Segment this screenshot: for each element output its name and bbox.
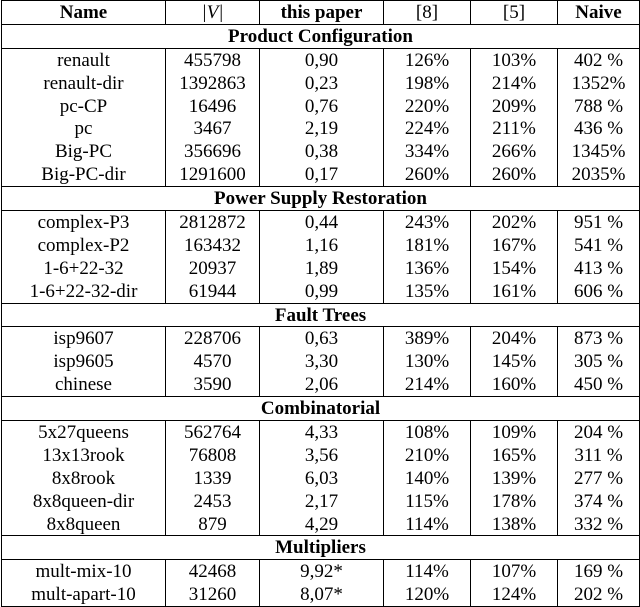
cell-naive: 1345% <box>558 140 640 163</box>
section-header-row <box>2 397 640 421</box>
table-row <box>2 211 640 234</box>
cell-ref-8: 224% <box>384 117 471 140</box>
cell-naive: 169 % <box>558 560 640 583</box>
table-row <box>2 234 640 257</box>
cell-this-paper: 0,38 <box>260 140 384 163</box>
cell-ref-5: 107% <box>471 560 558 583</box>
table-row <box>2 327 640 350</box>
cell-v: 31260 <box>166 583 260 606</box>
header-ref-5: [5] <box>471 1 558 25</box>
cell-ref-5: 260% <box>471 163 558 186</box>
cell-name: 5x27queens <box>2 421 166 444</box>
table-row <box>2 467 640 490</box>
table-row <box>2 560 640 583</box>
cell-this-paper: 0,63 <box>260 327 384 350</box>
cell-name: renault <box>2 48 166 71</box>
cell-v: 163432 <box>166 234 260 257</box>
cell-naive: 374 % <box>558 490 640 513</box>
section-title: Multipliers <box>2 536 640 560</box>
cell-name: pc-CP <box>2 95 166 118</box>
cell-ref-8: 115% <box>384 490 471 513</box>
cell-v: 3590 <box>166 373 260 396</box>
table-row <box>2 350 640 373</box>
cell-ref-5: 139% <box>471 467 558 490</box>
cell-naive: 450 % <box>558 373 640 396</box>
table-row <box>2 513 640 536</box>
cell-name: 1-6+22-32 <box>2 257 166 280</box>
table-row <box>2 72 640 95</box>
cell-ref-8: 210% <box>384 444 471 467</box>
cell-v: 455798 <box>166 48 260 71</box>
cell-ref-8: 334% <box>384 140 471 163</box>
cell-naive: 332 % <box>558 513 640 536</box>
cell-this-paper: 2,17 <box>260 490 384 513</box>
cell-ref-5: 138% <box>471 513 558 536</box>
cell-ref-8: 389% <box>384 327 471 350</box>
cell-naive: 436 % <box>558 117 640 140</box>
section-header-row <box>2 303 640 327</box>
table-row <box>2 163 640 186</box>
cell-ref-5: 103% <box>471 48 558 71</box>
table-row <box>2 373 640 396</box>
cell-naive: 541 % <box>558 234 640 257</box>
cell-this-paper: 3,56 <box>260 444 384 467</box>
cell-ref-5: 160% <box>471 373 558 396</box>
cell-ref-8: 220% <box>384 95 471 118</box>
cell-name: 1-6+22-32-dir <box>2 280 166 303</box>
cell-this-paper: 4,29 <box>260 513 384 536</box>
cell-v: 562764 <box>166 421 260 444</box>
cell-ref-8: 136% <box>384 257 471 280</box>
cell-ref-8: 120% <box>384 583 471 606</box>
table-row <box>2 490 640 513</box>
cell-naive: 951 % <box>558 211 640 234</box>
cell-v: 1339 <box>166 467 260 490</box>
section-title: Product Configuration <box>2 24 640 48</box>
cell-name: 13x13rook <box>2 444 166 467</box>
section-title: Fault Trees <box>2 303 640 327</box>
cell-ref-5: 165% <box>471 444 558 467</box>
cell-v: 356696 <box>166 140 260 163</box>
cell-ref-8: 114% <box>384 513 471 536</box>
cell-ref-5: 154% <box>471 257 558 280</box>
cell-ref-5: 109% <box>471 421 558 444</box>
cell-v: 61944 <box>166 280 260 303</box>
section-title: Combinatorial <box>2 397 640 421</box>
cell-naive: 277 % <box>558 467 640 490</box>
cell-ref-8: 108% <box>384 421 471 444</box>
cell-ref-8: 198% <box>384 72 471 95</box>
cell-this-paper: 0,99 <box>260 280 384 303</box>
table-row <box>2 280 640 303</box>
cell-ref-8: 130% <box>384 350 471 373</box>
cell-name: mult-mix-10 <box>2 560 166 583</box>
table-row <box>2 140 640 163</box>
cell-v: 42468 <box>166 560 260 583</box>
cell-this-paper: 0,90 <box>260 48 384 71</box>
cell-ref-5: 202% <box>471 211 558 234</box>
cell-this-paper: 3,30 <box>260 350 384 373</box>
cell-name: chinese <box>2 373 166 396</box>
table-row <box>2 117 640 140</box>
cell-name: Big-PC-dir <box>2 163 166 186</box>
table-row <box>2 257 640 280</box>
table-row <box>2 583 640 606</box>
cell-v: 879 <box>166 513 260 536</box>
cell-this-paper: 8,07* <box>260 583 384 606</box>
cell-name: pc <box>2 117 166 140</box>
cell-name: 8x8rook <box>2 467 166 490</box>
cell-this-paper: 0,44 <box>260 211 384 234</box>
cell-v: 228706 <box>166 327 260 350</box>
cell-this-paper: 9,92* <box>260 560 384 583</box>
table-row <box>2 421 640 444</box>
cell-ref-5: 145% <box>471 350 558 373</box>
cell-ref-8: 214% <box>384 373 471 396</box>
cell-naive: 788 % <box>558 95 640 118</box>
cell-name: mult-apart-10 <box>2 583 166 606</box>
cell-this-paper: 1,89 <box>260 257 384 280</box>
cell-v: 76808 <box>166 444 260 467</box>
cell-name: 8x8queen <box>2 513 166 536</box>
section-title: Power Supply Restoration <box>2 187 640 211</box>
cell-ref-5: 266% <box>471 140 558 163</box>
cell-name: isp9607 <box>2 327 166 350</box>
cell-name: complex-P3 <box>2 211 166 234</box>
cell-ref-8: 135% <box>384 280 471 303</box>
cell-this-paper: 1,16 <box>260 234 384 257</box>
cell-ref-8: 243% <box>384 211 471 234</box>
results-table <box>1 0 640 607</box>
cell-ref-5: 178% <box>471 490 558 513</box>
cell-ref-8: 126% <box>384 48 471 71</box>
cell-this-paper: 0,23 <box>260 72 384 95</box>
cell-ref-5: 209% <box>471 95 558 118</box>
cell-ref-8: 114% <box>384 560 471 583</box>
cell-naive: 402 % <box>558 48 640 71</box>
cell-ref-5: 124% <box>471 583 558 606</box>
header-this-paper: this paper <box>260 1 384 25</box>
table-row <box>2 48 640 71</box>
cell-v: 20937 <box>166 257 260 280</box>
cell-this-paper: 6,03 <box>260 467 384 490</box>
cell-ref-8: 140% <box>384 467 471 490</box>
cell-this-paper: 2,06 <box>260 373 384 396</box>
cell-name: 8x8queen-dir <box>2 490 166 513</box>
cell-this-paper: 0,17 <box>260 163 384 186</box>
header-ref-8: [8] <box>384 1 471 25</box>
section-header-row <box>2 187 640 211</box>
cell-ref-5: 167% <box>471 234 558 257</box>
cell-naive: 413 % <box>558 257 640 280</box>
cell-ref-5: 161% <box>471 280 558 303</box>
cell-v: 4570 <box>166 350 260 373</box>
cell-ref-8: 181% <box>384 234 471 257</box>
header-naive: Naive <box>558 1 640 25</box>
cell-naive: 873 % <box>558 327 640 350</box>
cell-ref-8: 260% <box>384 163 471 186</box>
cell-this-paper: 0,76 <box>260 95 384 118</box>
cell-ref-5: 214% <box>471 72 558 95</box>
cell-name: renault-dir <box>2 72 166 95</box>
cell-v: 3467 <box>166 117 260 140</box>
cell-this-paper: 2,19 <box>260 117 384 140</box>
cell-naive: 2035% <box>558 163 640 186</box>
cell-v: 1291600 <box>166 163 260 186</box>
table-row <box>2 95 640 118</box>
cell-naive: 1352% <box>558 72 640 95</box>
cell-ref-5: 211% <box>471 117 558 140</box>
cell-name: complex-P2 <box>2 234 166 257</box>
cell-v: 2453 <box>166 490 260 513</box>
cell-name: isp9605 <box>2 350 166 373</box>
cell-naive: 202 % <box>558 583 640 606</box>
cell-name: Big-PC <box>2 140 166 163</box>
header-name: Name <box>2 1 166 25</box>
cell-naive: 311 % <box>558 444 640 467</box>
header-row <box>2 1 640 25</box>
table-row <box>2 444 640 467</box>
cell-v: 1392863 <box>166 72 260 95</box>
cell-this-paper: 4,33 <box>260 421 384 444</box>
cell-naive: 305 % <box>558 350 640 373</box>
section-header-row <box>2 24 640 48</box>
header-v: |V| <box>166 1 260 25</box>
cell-naive: 606 % <box>558 280 640 303</box>
cell-naive: 204 % <box>558 421 640 444</box>
section-header-row <box>2 536 640 560</box>
cell-v: 2812872 <box>166 211 260 234</box>
cell-ref-5: 204% <box>471 327 558 350</box>
cell-v: 16496 <box>166 95 260 118</box>
